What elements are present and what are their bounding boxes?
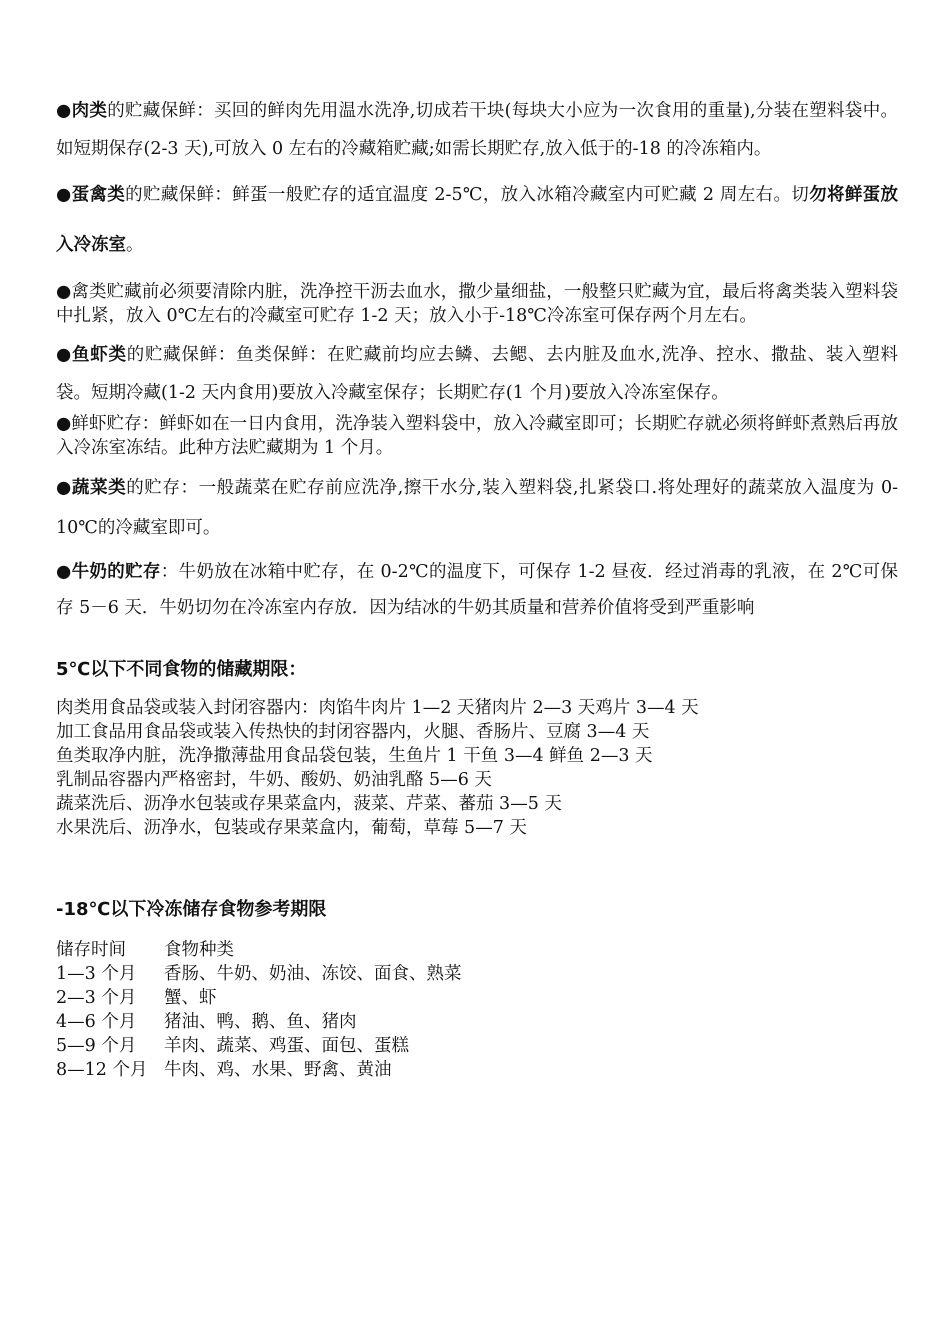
table-row <box>56 962 898 986</box>
egg-text-1: 的贮藏保鲜：鲜蛋一般贮存的适宜温度 2-5℃，放入冰箱冷藏室内可贮藏 2 周左右。切 <box>125 185 810 205</box>
table-row <box>56 1034 898 1058</box>
header-time: 储存时间 <box>56 940 126 960</box>
vegetable-bullet: ● <box>56 478 72 498</box>
row-time: 4—6 个月 <box>56 1012 137 1032</box>
egg-label: 蛋禽类 <box>71 185 126 205</box>
document-page <box>56 92 898 1082</box>
table-row <box>56 986 898 1010</box>
row-time: 2—3 个月 <box>56 988 137 1008</box>
egg-text-2: 。 <box>126 235 144 255</box>
list-item: 肉类用食品袋或装入封闭容器内：肉馅牛肉片 1—2 天猪肉片 2—3 天鸡片 3—4 天 <box>56 698 699 718</box>
fish-storage-paragraph <box>56 336 898 412</box>
row-time: 1—3 个月 <box>56 964 137 984</box>
list-item: 蔬菜洗后、沥净水包装或存果菜盒内，菠菜、芹菜、蕃茄 3—5 天 <box>56 794 562 814</box>
list-item: 加工食品用食品袋或装入传热快的封闭容器内，火腿、香肠片、豆腐 3—4 天 <box>56 722 650 742</box>
freeze-storage-table <box>56 938 898 1082</box>
table-row <box>56 1058 898 1082</box>
chill-storage-title: 5℃以下不同食物的储藏期限： <box>56 659 307 680</box>
row-food: 香肠、牛奶、奶油、冻饺、面食、熟菜 <box>164 964 462 984</box>
milk-bullet: ● <box>56 562 72 582</box>
table-row <box>56 1010 898 1034</box>
row-food: 羊肉、蔬菜、鸡蛋、面包、蛋糕 <box>164 1036 409 1056</box>
meat-bullet: ● <box>56 101 72 121</box>
meat-label: 肉类 <box>71 101 108 121</box>
meat-storage-paragraph <box>56 92 898 168</box>
list-item: 水果洗后、沥净水，包装或存果菜盒内，葡萄，草莓 5—7 天 <box>56 818 527 838</box>
egg-storage-paragraph <box>56 170 898 270</box>
fish-text: 的贮藏保鲜：鱼类保鲜：在贮藏前均应去鳞、去鳃、去内脏及血水,洗净、控水、撒盐、装入塑料袋。短期冷藏(1-2 天内食用)要放入冷藏室保存；长期贮存(1 个月)要放入冷冻室保存。 <box>56 345 899 403</box>
vegetable-text: 的贮存：一般蔬菜在贮存前应洗净,擦干水分,装入塑料袋,扎紧袋口.将处理好的蔬菜放入温度为 0-10℃的冷藏室即可。 <box>56 478 899 538</box>
meat-text: 的贮藏保鲜：买回的鲜肉先用温水洗净,切成若干块(每块大小应为一次食用的重量),分装在塑料袋中。如短期保存(2-3 天),可放入 0 左右的冷藏箱贮藏;如需长期贮存,放入低于的-18 的冷冻箱内。 <box>56 101 898 159</box>
row-time: 5—9 个月 <box>56 1036 137 1056</box>
header-food: 食物种类 <box>164 940 234 960</box>
egg-warning: 勿将鲜蛋放入冷冻室 <box>56 185 899 255</box>
vegetable-label: 蔬菜类 <box>71 478 127 498</box>
vegetable-storage-paragraph <box>56 468 898 548</box>
chill-storage-list <box>56 696 898 840</box>
egg-bullet: ● <box>56 185 72 205</box>
freeze-storage-title: -18℃以下冷冻储存食物参考期限 <box>56 899 327 920</box>
poultry-storage-paragraph: ●禽类贮藏前必须要清除内脏，洗净控干沥去血水，撒少量细盐，一般整只贮藏为宜，最后将禽类装入塑料袋中扎紧，放入 0℃左右的冷藏室可贮存 1-2 天；放入小于-18℃冷冻室可保存两个月左右。 <box>56 282 898 326</box>
row-food: 蟹、虾 <box>164 988 217 1008</box>
list-item: 鱼类取净内脏，洗净撒薄盐用食品袋包装，生鱼片 1 干鱼 3—4 鲜鱼 2—3 天 <box>56 746 653 766</box>
table-header-row <box>56 938 898 962</box>
row-food: 牛肉、鸡、水果、野禽、黄油 <box>164 1060 392 1080</box>
row-food: 猪油、鸭、鹅、鱼、猪肉 <box>164 1012 357 1032</box>
row-time: 8—12 个月 <box>56 1060 148 1080</box>
shrimp-storage-paragraph: ●鲜虾贮存：鲜虾如在一日内食用，洗净装入塑料袋中，放入冷藏室即可；长期贮存就必须将鲜虾煮熟后再放入冷冻室冻结。此种方法贮藏期为 1 个月。 <box>56 414 898 458</box>
milk-text: ：牛奶放在冰箱中贮存，在 0-2℃的温度下，可保存 1-2 昼夜．经过消毒的乳液，在 2℃可保存 5－6 天．牛奶切勿在冷冻室内存放．因为结冰的牛奶其质量和营养价值将受到严重影响 <box>56 562 899 618</box>
list-item: 乳制品容器内严格密封，牛奶、酸奶、奶油乳酪 5—6 天 <box>56 770 492 790</box>
fish-bullet: ● <box>56 345 73 365</box>
milk-storage-paragraph <box>56 554 898 626</box>
milk-label: 牛奶的贮存 <box>71 562 161 582</box>
fish-label: 鱼虾类 <box>72 345 127 365</box>
